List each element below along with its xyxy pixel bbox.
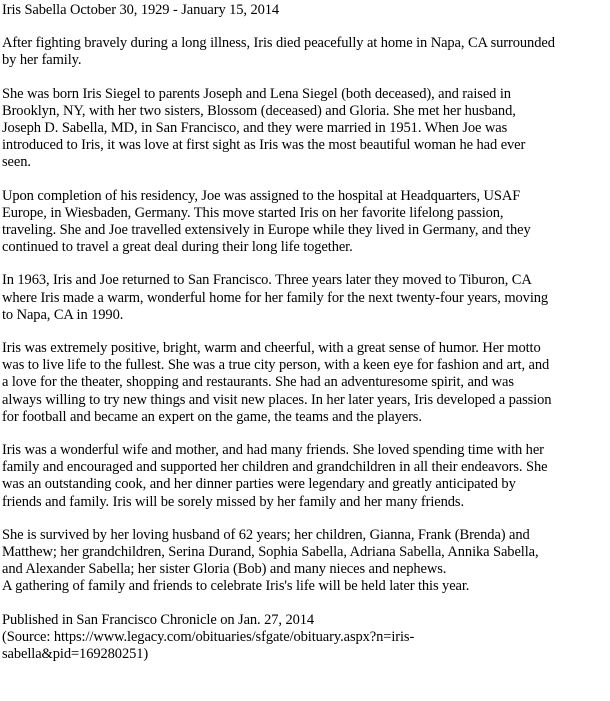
- published-line: Published in San Francisco Chronicle on Jan. 27, 2014: [2, 611, 315, 628]
- paragraph-illness: After fighting bravely during a long illness, Iris died peacefully at home in Napa, CA surrounded by her family.: [2, 35, 555, 69]
- paragraph-personality: Iris was extremely positive, bright, warm and cheerful, with a great sense of humor. Her motto was to live life to the fullest. She was a true city person, with a keen eye for fashion and art, and a love for the theater, shopping and restaurants. She had an adventuresome spirit, and was always willing to try new things and visit new places. In her later years, Iris developed a passion for football and became an expert on the game, the teams and the players.: [2, 340, 552, 425]
- paragraph-family: Iris was a wonderful wife and mother, and had many friends. She loved spending time with her family and encouraged and supported her children and grandchildren in all their endeavors. She was an outstanding cook, and her dinner parties were legendary and greatly anticipated by friends and family. Iris will be sorely missed by her family and her many friends.: [2, 442, 548, 510]
- gathering-line: A gathering of family and friends to celebrate Iris's life will be held later this year.: [2, 578, 470, 595]
- source-line: (Source: https://www.legacy.com/obituaries/sfgate/obituary.aspx?n=iris- sabella&pid=169280251): [2, 628, 415, 663]
- paragraph-germany: Upon completion of his residency, Joe was assigned to the hospital at Headquarters, USAF Europe, in Wiesbaden, Germany. This move started Iris on her favorite lifelong passion, traveling. She and Joe travelled extensively in Europe while they lived in Germany, and they continued to travel a great deal during their long life together.: [2, 187, 531, 256]
- paragraph-survived-by: She is survived by her loving husband of 62 years; her children, Gianna, Frank (Brenda) and Matthew; her grandchildren, Serina Durand, Sophia Sabella, Adriana Sabella, Annika Sabella, and Alexander Sabella; her sister Gloria (Bob) and many nieces and nephews.: [2, 526, 539, 578]
- obituary-document: [2, 2, 606, 663]
- paragraph-san-francisco: In 1963, Iris and Joe returned to San Francisco. Three years later they moved to Tiburon, CA where Iris made a warm, wonderful home for her family for the next twenty-four years, moving to Napa, CA in 1990.: [2, 272, 549, 323]
- obituary-title-line: Iris Sabella October 30, 1929 - January 15, 2014: [2, 2, 280, 18]
- paragraph-early-life: She was born Iris Siegel to parents Joseph and Lena Siegel (both deceased), and raised in Brooklyn, NY, with her two sisters, Blossom (deceased) and Gloria. She met her husband, Joseph D. Sabella, MD, in San Francisco, and they were married in 1951. When Joe was introduced to Iris, it was love at first sight as Iris was the most beautiful woman he had ever seen.: [2, 85, 526, 171]
